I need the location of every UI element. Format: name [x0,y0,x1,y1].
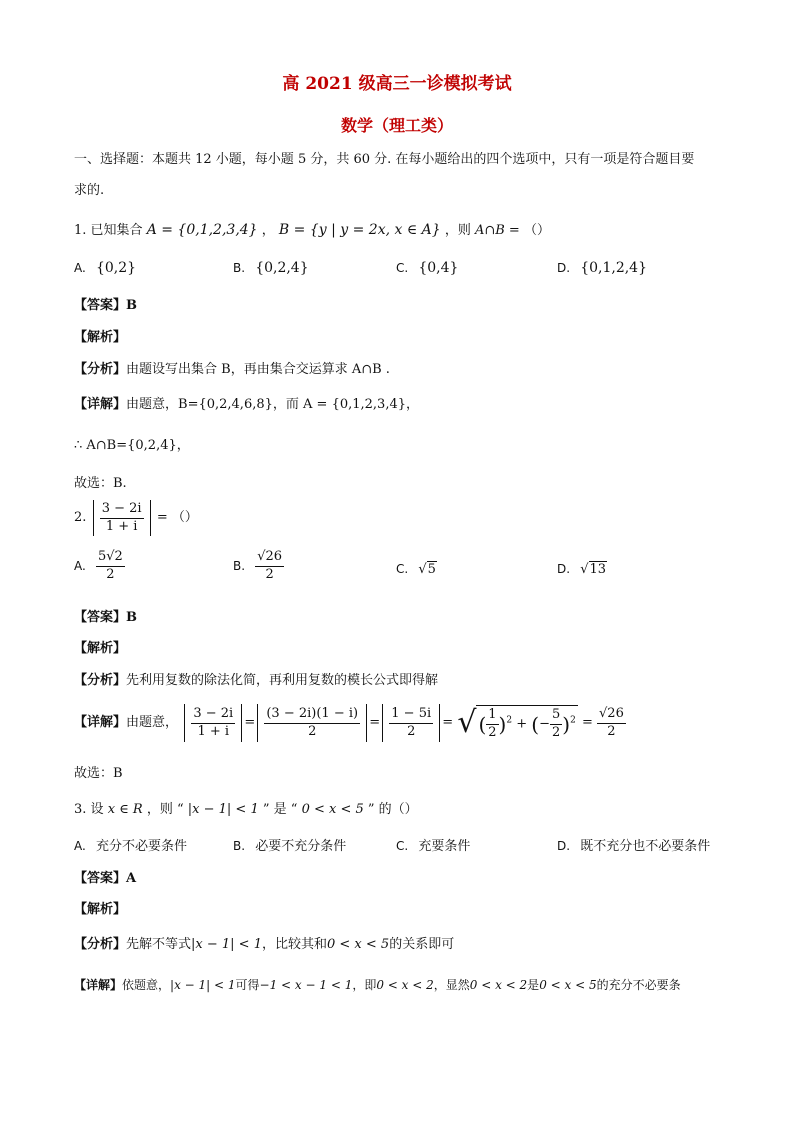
q1-jiexi: 【解析】 [74,330,127,345]
q3-option-d: D. 既不充分也不必要条件 [557,839,711,854]
q1-set-b: B = {y | y = 2x, x ∈ A} [278,222,441,238]
q3-jiexi: 【解析】 [74,902,127,917]
exam-subtitle: 数学（理工类） [340,116,453,135]
q2-option-d: D. √13 [557,562,607,577]
q1-lead: 1. 已知集合 [74,223,143,238]
q1-tail: ，则 [444,223,471,238]
q2-answer: 【答案】B [74,610,137,625]
q1-option-d: D. {0,1,2,4} [557,260,647,276]
q1-stem [74,222,550,239]
q1-detail: 【详解】由题意，B={0,2,4,6,8}，而 A = {0,1,2,3,4}， [74,397,419,412]
q1-choose: 故选：B. [74,476,127,491]
q1-expr: A∩B = [474,223,520,238]
q1-answer: 【答案】B [74,298,137,313]
q2-option-c: C. √5 [396,562,436,577]
q3-option-a: A. 充分不必要条件 [74,839,187,854]
q1-paren: （） [523,223,550,238]
q2-analysis: 【分析】先利用复数的除法化简，再利用复数的模长公式即得解 [74,673,439,688]
exam-title: 高 2021 级高三一诊模拟考试 [282,74,512,94]
q3-answer: 【答案】A [74,871,137,886]
q2-option-b: B. $\frac{√26}{2}$ [233,549,283,582]
q1-analysis: 【分析】由题设写出集合 B，再由集合交运算求 A∩B . [74,362,390,377]
q2-choose: 故选：B [74,766,123,781]
q1-comma: ， [261,223,275,238]
q1-option-b: B. {0,2,4} [233,260,309,276]
q1-therefore: ∴ A∩B={0,2,4}， [74,438,190,453]
q3-detail: 【详解】依题意，|x − 1| < 1可得−1 < x − 1 < 1，即0 < x < 2，显然0 < x < 2是0 < x < 5的充分不必要条 [74,978,681,992]
q1-set-a: A = {0,1,2,3,4} [146,222,258,238]
q3-option-b: B. 必要不充分条件 [233,839,347,854]
q2-fraction: $\frac{3 - 2i}{1 + i}$ [101,500,142,534]
q1-option-c: C. {0,4} [396,260,459,276]
section-intro-line1: 一、选择题：本题共 12 小题，每小题 5 分，共 60 分. 在每小题给出的四个选项中，只有一项是符合题目要 [74,152,695,167]
q2-detail: 【详解】由题意， $\frac{3 - 2i}{1 + i}$ = $\frac{(3 - 2i)(1 - i)}{2}$ = $\frac{1 - 5i}{2}$ = √ ( $\frac{1}{2}$ )$^2$ + (− $\frac{5}{2}$ )$^2$ = $\frac{√26}{2}$ [74,705,624,740]
q2-option-a: A. $\frac{5√2}{2}$ [74,549,123,582]
q3-option-c: C. 充要条件 [396,839,471,854]
q2-stem: 2. $\frac{3 - 2i}{1 + i}$ = （） [74,500,198,536]
q3-analysis: 【分析】先解不等式|x − 1| < 1，比较其和0 < x < 5的关系即可 [74,937,455,952]
q2-jiexi: 【解析】 [74,641,127,656]
q3-stem: 3. 设 x ∈ R ，则 “ |x − 1| < 1 ” 是 “ 0 < x < 5 ” 的（） [74,802,418,817]
q1-option-a: A. {0,2} [74,260,137,276]
section-intro-line2: 求的. [74,183,105,198]
